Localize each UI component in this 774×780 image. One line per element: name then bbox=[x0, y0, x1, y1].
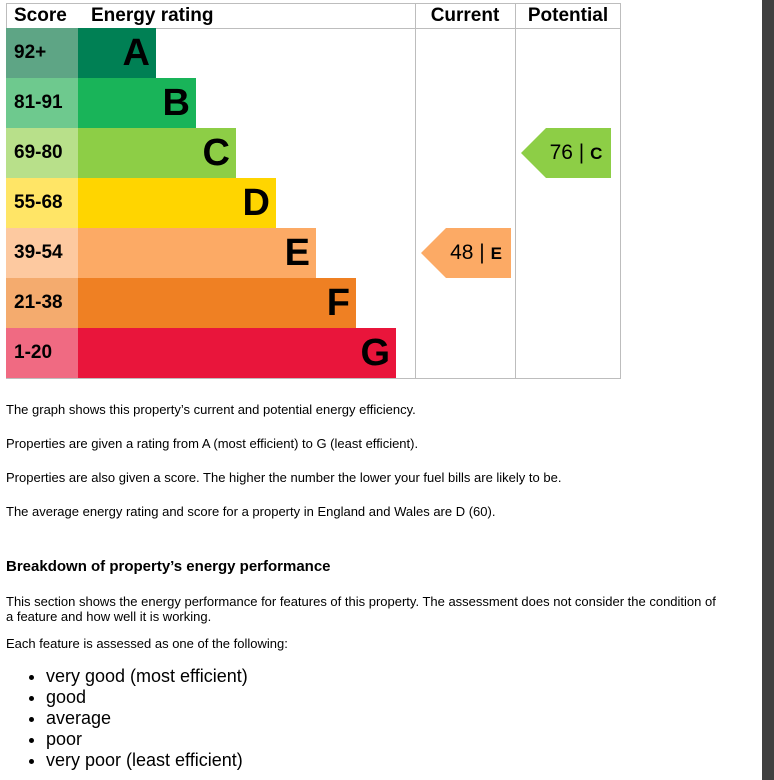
band-score-b: 81-91 bbox=[6, 78, 78, 128]
band-score-a: 92+ bbox=[6, 28, 78, 78]
band-score-c: 69-80 bbox=[6, 128, 78, 178]
paragraph-assessed: Each feature is assessed as one of the following: bbox=[6, 636, 288, 651]
paragraph-rating: Properties are given a rating from A (most efficient) to G (least efficient). bbox=[6, 436, 419, 451]
breakdown-heading: Breakdown of property’s energy performance bbox=[6, 558, 331, 575]
paragraph-score: Properties are also given a score. The higher the number the lower your fuel bills are likely to be. bbox=[6, 470, 562, 485]
potential-rating-label: 76 | C bbox=[549, 141, 603, 164]
scrollbar-track[interactable] bbox=[762, 0, 774, 780]
list-item: • average bbox=[46, 708, 248, 729]
band-bar-f bbox=[78, 278, 356, 328]
score-header: Score bbox=[14, 5, 67, 26]
list-item: • very good (most efficient) bbox=[46, 666, 248, 687]
band-bar-g bbox=[78, 328, 396, 378]
paragraph-graph: The graph shows this property’s current and potential energy efficiency. bbox=[6, 402, 416, 417]
energy-rating-header: Energy rating bbox=[91, 5, 214, 26]
band-letter: A bbox=[122, 32, 150, 74]
potential-header: Potential bbox=[527, 5, 609, 26]
list-item: • very poor (least efficient) bbox=[46, 750, 248, 771]
energy-rating-chart bbox=[6, 3, 621, 379]
band-bar-d bbox=[78, 178, 276, 228]
band-score-g: 1-20 bbox=[6, 328, 78, 378]
paragraph-average: The average energy rating and score for a property in England and Wales are D (60). bbox=[6, 504, 496, 519]
band-letter: D bbox=[242, 182, 270, 224]
band-bar-b bbox=[78, 78, 196, 128]
band-bar-a bbox=[78, 28, 156, 78]
band-bar-e bbox=[78, 228, 316, 278]
band-score-f: 21-38 bbox=[6, 278, 78, 328]
list-item: • poor bbox=[46, 729, 248, 750]
current-rating-arrow bbox=[421, 228, 511, 278]
current-header: Current bbox=[430, 5, 500, 26]
band-score-e: 39-54 bbox=[6, 228, 78, 278]
current-column-divider bbox=[415, 3, 416, 379]
band-letter: E bbox=[284, 232, 310, 274]
band-letter: G bbox=[360, 332, 390, 374]
current-rating-label: 48 | E bbox=[450, 241, 502, 264]
list-item: • good bbox=[46, 687, 248, 708]
band-score-d: 55-68 bbox=[6, 178, 78, 228]
band-letter: C bbox=[202, 132, 230, 174]
efficiency-levels-list bbox=[26, 666, 248, 771]
band-bar-c bbox=[78, 128, 236, 178]
band-letter: F bbox=[326, 282, 350, 324]
band-letter: B bbox=[162, 82, 190, 124]
potential-column-divider bbox=[515, 3, 516, 379]
potential-rating-arrow bbox=[521, 128, 611, 178]
paragraph-breakdown-intro: This section shows the energy performance for features of this property. The assessment does not consider the condition of a feature and how well it is working. bbox=[6, 594, 716, 624]
